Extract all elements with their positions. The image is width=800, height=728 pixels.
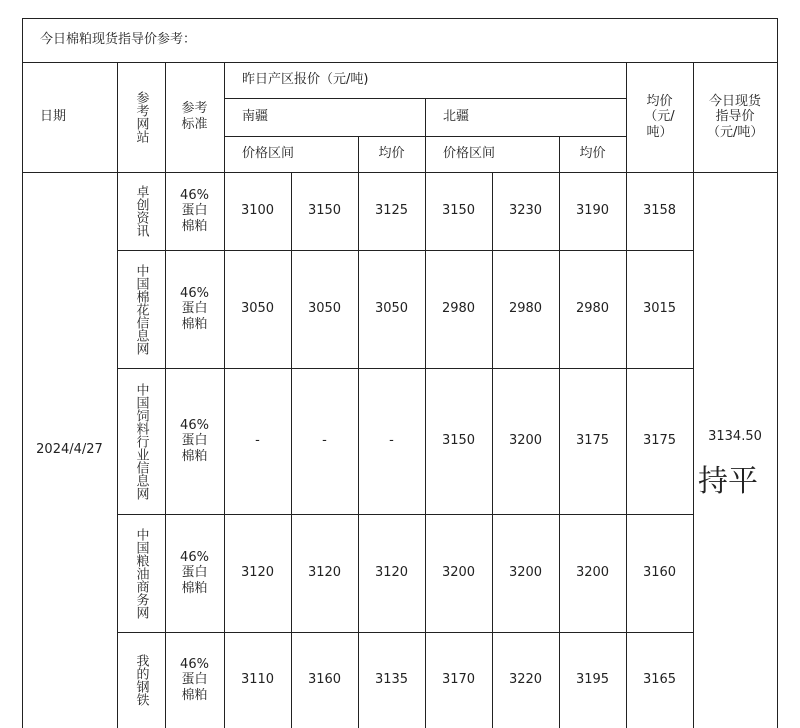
cell-n-low-text: 3150 [441, 433, 476, 449]
trend-text: 持平 [698, 464, 758, 499]
cell-n-avg-text: 3175 [575, 433, 610, 449]
today-price-cell [693, 172, 777, 702]
cell-standard-text: 46%蛋白棉粕 [180, 187, 209, 234]
cell-n-low [425, 368, 492, 514]
cell-standard [165, 172, 224, 250]
cell-n-avg [559, 514, 626, 632]
cell-s-low [224, 172, 291, 250]
cell-avg-text: 3160 [642, 565, 677, 581]
cell-s-avg-text: 3125 [374, 203, 409, 219]
border-right [777, 18, 778, 728]
cell-n-low [425, 172, 492, 250]
cell-s-high [291, 172, 358, 250]
header-yesterday-text: 昨日产区报价（元/吨) [242, 72, 369, 88]
cell-n-avg [559, 368, 626, 514]
cell-standard-text: 46%蛋白棉粕 [180, 549, 209, 596]
cell-site [117, 250, 165, 368]
cell-s-high [291, 632, 358, 728]
cell-s-avg [358, 632, 425, 728]
cell-n-high [492, 250, 559, 368]
cell-n-high [492, 368, 559, 514]
date-text: 2024/4/27 [36, 442, 103, 458]
cell-standard-text: 46%蛋白棉粕 [180, 656, 209, 703]
cell-s-high-text: 3160 [307, 672, 342, 688]
cell-s-low [224, 250, 291, 368]
cell-s-low-text: 3110 [240, 672, 275, 688]
cell-n-high-text: 3200 [508, 433, 543, 449]
cell-site-text: 卓创资讯 [133, 185, 149, 237]
cell-n-low-text: 3150 [441, 203, 476, 219]
cell-avg [626, 250, 693, 368]
cell-n-low [425, 632, 492, 728]
header-date-text: 日期 [40, 109, 67, 125]
cell-standard-text: 46%蛋白棉粕 [180, 285, 209, 332]
cell-n-low-text: 3200 [441, 565, 476, 581]
cell-n-avg-text: 3200 [575, 565, 610, 581]
header-today-guide-text: 今日现货指导价（元/吨） [707, 93, 764, 140]
cell-avg [626, 172, 693, 250]
header-south-avg [358, 136, 425, 172]
table-caption [22, 18, 777, 62]
cell-avg-text: 3158 [642, 203, 677, 219]
cell-s-low-text: 3100 [240, 203, 275, 219]
cell-n-high [492, 172, 559, 250]
cell-avg-text: 3165 [642, 672, 677, 688]
cell-s-avg-text: 3120 [374, 565, 409, 581]
cell-n-high-text: 3230 [508, 203, 543, 219]
header-avg-text: 均价（元/吨） [644, 93, 675, 140]
cell-s-low-text: - [255, 433, 260, 449]
cell-avg [626, 632, 693, 728]
cell-s-high [291, 368, 358, 514]
today-price-text: 3134.50 [708, 429, 762, 445]
header-north-text: 北疆 [443, 109, 470, 125]
cell-avg [626, 368, 693, 514]
cell-site [117, 514, 165, 632]
header-standard [165, 62, 224, 172]
cell-s-avg-text: 3050 [374, 301, 409, 317]
cell-site [117, 172, 165, 250]
cell-n-high-text: 3220 [508, 672, 543, 688]
cell-n-low-text: 3170 [441, 672, 476, 688]
cell-s-avg [358, 368, 425, 514]
header-site-text: 参考网站 [133, 91, 149, 143]
header-north-avg-text: 均价 [579, 146, 606, 162]
cell-standard [165, 514, 224, 632]
cell-s-avg [358, 250, 425, 368]
caption-text: 今日棉粕现货指导价参考： [40, 32, 197, 48]
cell-n-low-text: 2980 [441, 301, 476, 317]
cell-standard-text: 46%蛋白棉粕 [180, 417, 209, 464]
cell-s-low [224, 514, 291, 632]
cell-n-avg [559, 250, 626, 368]
header-south-text: 南疆 [242, 109, 269, 125]
cell-s-low [224, 368, 291, 514]
header-today-guide [693, 62, 777, 172]
cell-s-avg-text: 3135 [374, 672, 409, 688]
cell-s-avg [358, 514, 425, 632]
cell-n-high [492, 632, 559, 728]
header-date [22, 62, 117, 172]
cell-standard [165, 632, 224, 728]
cell-n-high [492, 514, 559, 632]
cell-s-low-text: 3120 [240, 565, 275, 581]
header-avg [626, 62, 693, 172]
cell-avg-text: 3175 [642, 433, 677, 449]
cell-n-high-text: 3200 [508, 565, 543, 581]
header-north-avg [559, 136, 626, 172]
cell-n-avg-text: 3190 [575, 203, 610, 219]
header-standard-text: 参考标准 [181, 101, 208, 132]
header-north-range-text: 价格区间 [443, 146, 496, 162]
cell-site-text: 中国饲料行业信息网 [133, 382, 149, 500]
header-south [224, 98, 425, 136]
cell-s-avg [358, 172, 425, 250]
trend-cell [698, 462, 773, 502]
cell-n-low [425, 514, 492, 632]
cell-s-high-text: 3150 [307, 203, 342, 219]
cell-n-avg-text: 3195 [575, 672, 610, 688]
cell-n-high-text: 2980 [508, 301, 543, 317]
cell-s-low [224, 632, 291, 728]
cell-n-avg [559, 172, 626, 250]
cell-s-avg-text: - [389, 433, 394, 449]
cell-s-high-text: 3120 [307, 565, 342, 581]
cell-s-high-text: - [322, 433, 327, 449]
cell-site [117, 368, 165, 514]
cell-standard [165, 250, 224, 368]
cell-avg-text: 3015 [642, 301, 677, 317]
cell-s-high [291, 250, 358, 368]
cell-n-low [425, 250, 492, 368]
cell-s-low-text: 3050 [240, 301, 275, 317]
header-yesterday [224, 62, 626, 98]
cell-site-text: 中国粮油商务网 [133, 527, 149, 619]
header-site [117, 62, 165, 172]
header-north-range [425, 136, 559, 172]
cell-avg [626, 514, 693, 632]
header-south-range [224, 136, 358, 172]
cell-s-high [291, 514, 358, 632]
cell-site [117, 632, 165, 728]
cell-n-avg [559, 632, 626, 728]
header-south-avg-text: 均价 [378, 146, 405, 162]
cell-standard [165, 368, 224, 514]
cell-s-high-text: 3050 [307, 301, 342, 317]
cell-n-avg-text: 2980 [575, 301, 610, 317]
header-south-range-text: 价格区间 [242, 146, 295, 162]
date-cell [22, 172, 117, 728]
cell-site-text: 我的钢铁 [133, 654, 149, 706]
header-north [425, 98, 626, 136]
cell-site-text: 中国棉花信息网 [133, 263, 149, 355]
